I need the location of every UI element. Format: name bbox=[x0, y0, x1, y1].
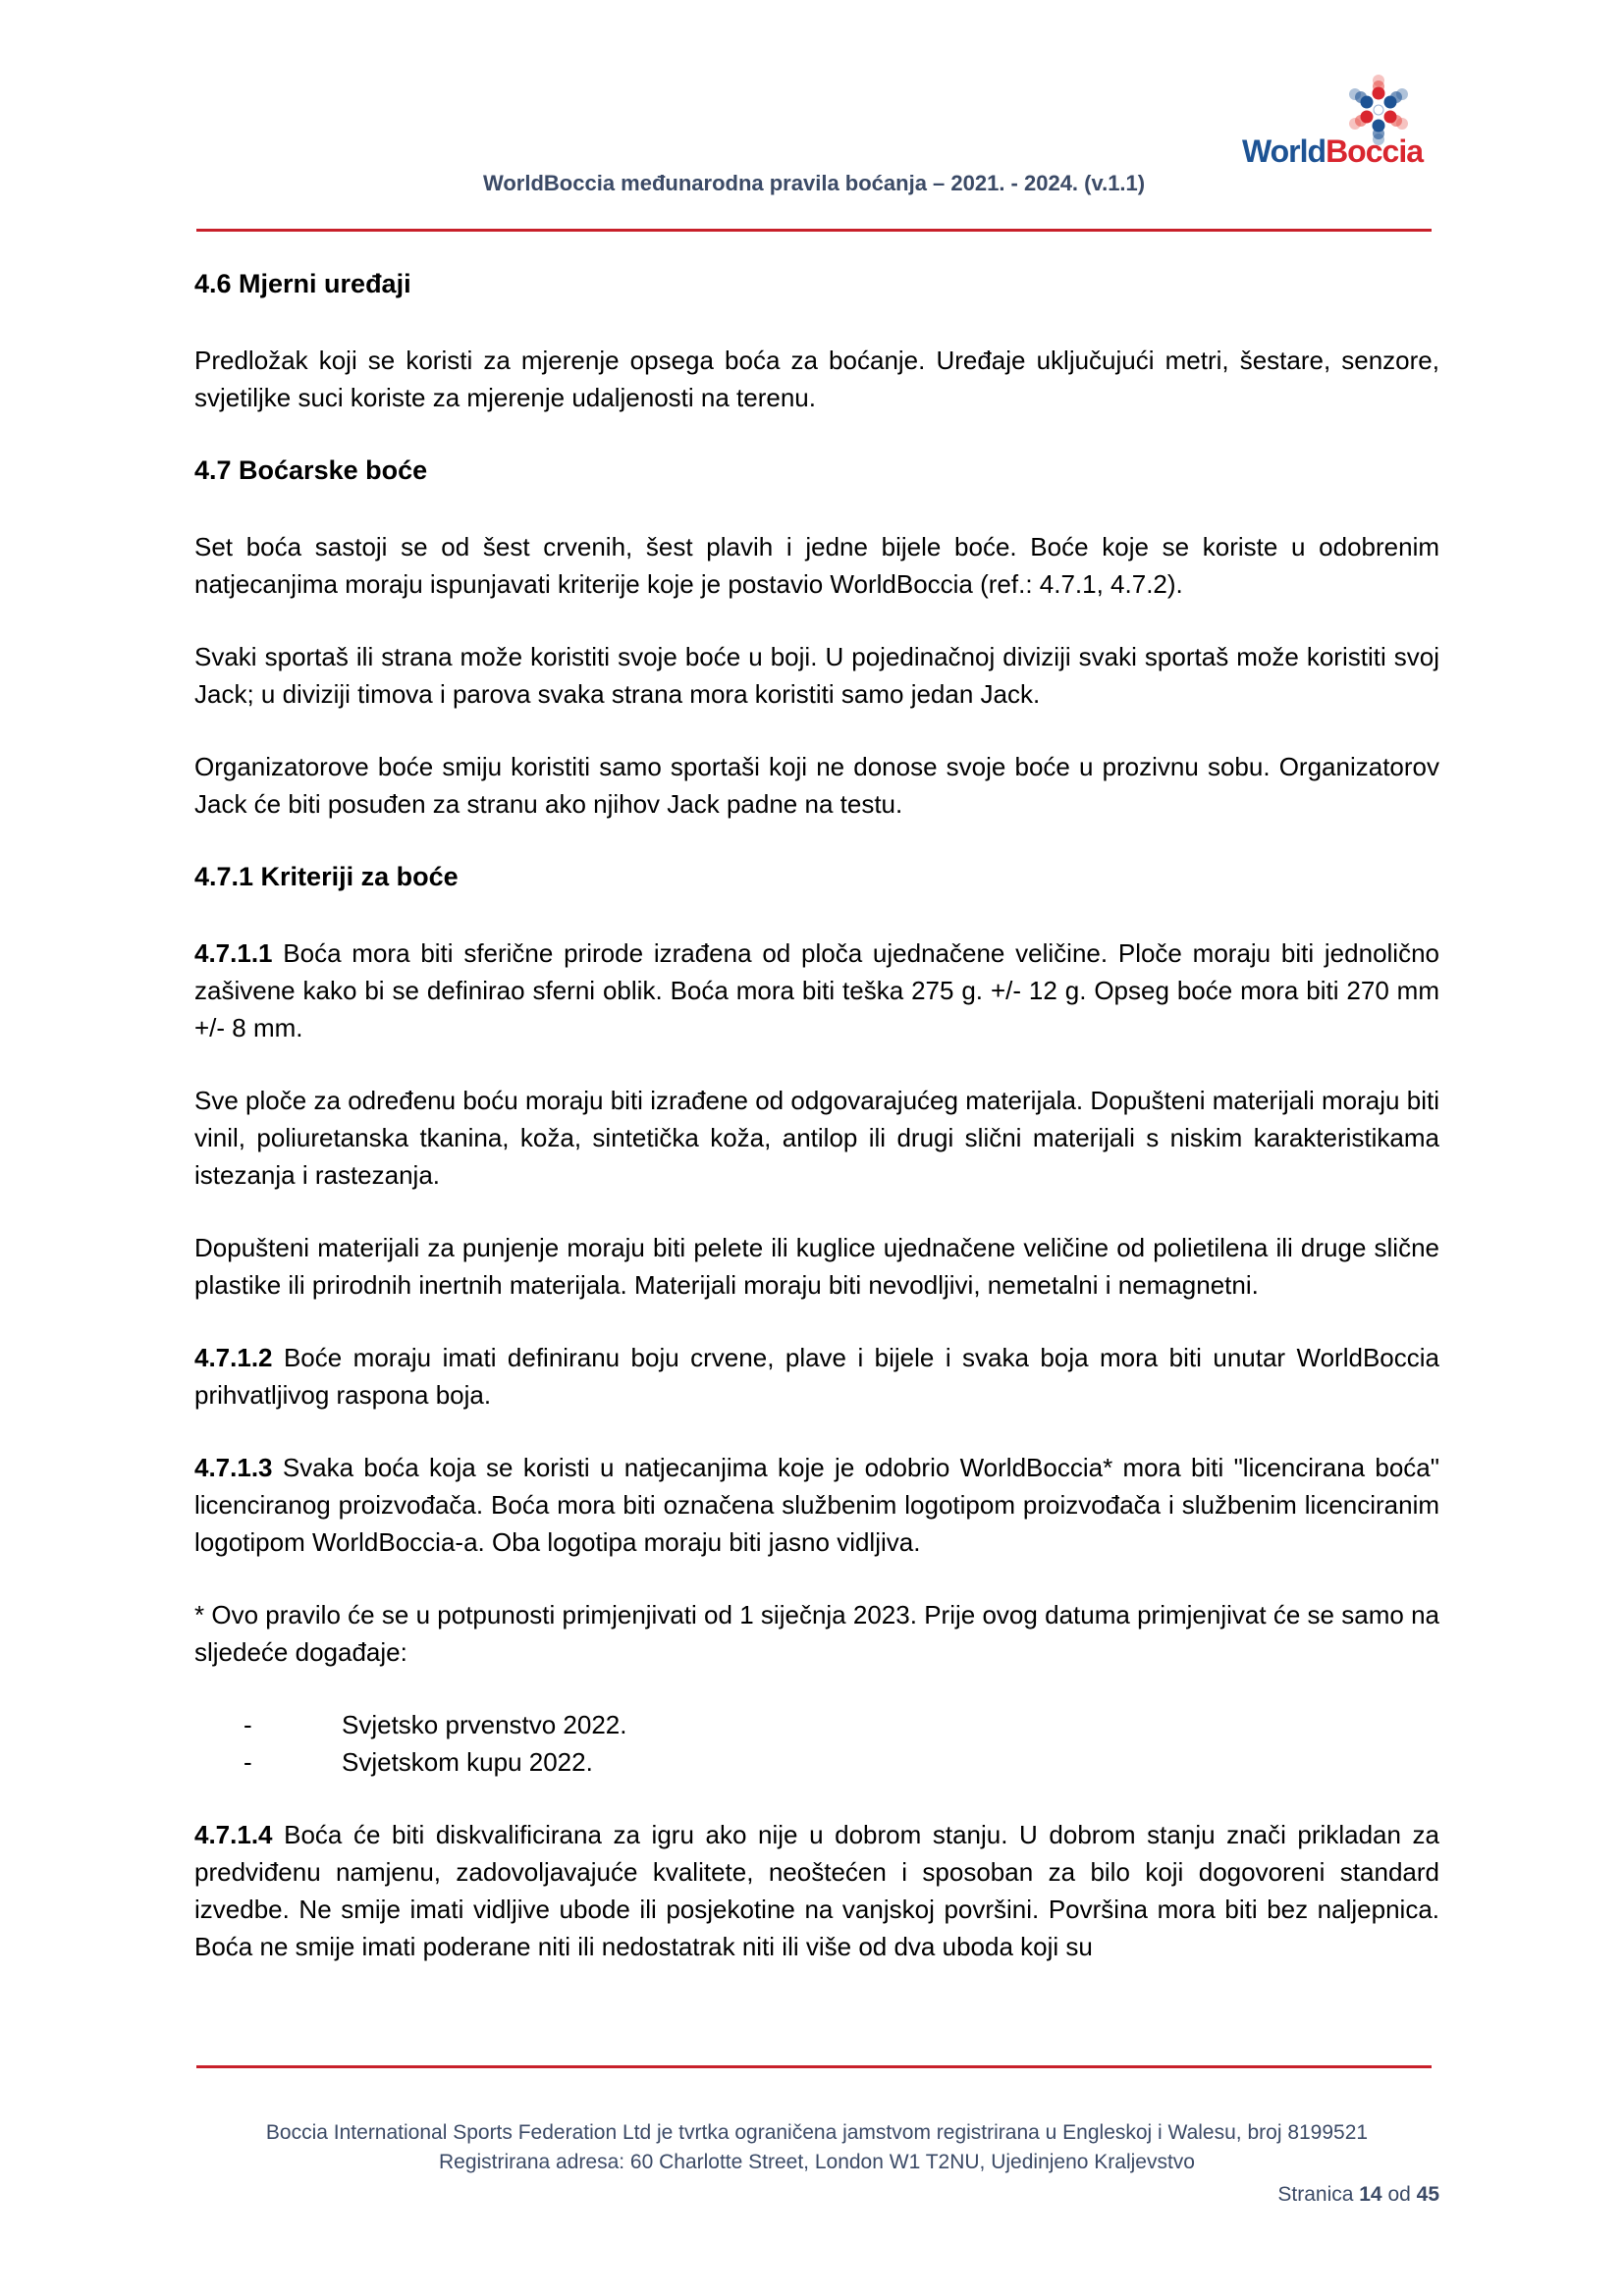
rule-number: 4.7.1.3 bbox=[194, 1453, 273, 1482]
list-item bbox=[194, 1743, 1439, 1781]
footer-address: Registrirana adresa: 60 Charlotte Street, London W1 T2NU, Ujedinjeno Kraljevstvo bbox=[438, 2151, 1195, 2173]
rule-text: Svaka boća koja se koristi u natjecanjima koje je odobrio WorldBoccia* mora biti "licencirana boća" licenciranog proizvođača. Boća mora biti označena službenim logotipom proizvođača i službenim licenciranim logotipom WorldBoccia-a. Oba logotipa moraju biti jasno vidljiva. bbox=[194, 1453, 1439, 1557]
rule-number: 4.7.1.1 bbox=[194, 938, 273, 968]
list-item-label: Svjetsko prvenstvo 2022. bbox=[342, 1710, 627, 1739]
logo-text-boccia: Boccia bbox=[1326, 133, 1423, 169]
page-number bbox=[1277, 2183, 1439, 2207]
rule-4-7-1-2 bbox=[194, 1339, 1439, 1414]
section-heading-4-6: 4.6 Mjerni uređaji bbox=[194, 269, 411, 298]
page-total: 45 bbox=[1416, 2183, 1439, 2206]
paragraph: Sve ploče za određenu boću moraju biti izrađene od odgovarajućeg materijala. Dopušteni materijali moraju biti vinil, poliuretanska tkanina, koža, sintetička koža, antilop ili drugi slični materijali s niskim karakteristikama istezanja i rastezanja. bbox=[194, 1086, 1439, 1190]
section-heading-4-7-1: 4.7.1 Kriteriji za boće bbox=[194, 862, 459, 891]
rule-4-7-1-3 bbox=[194, 1449, 1439, 1561]
paragraph: Dopušteni materijali za punjenje moraju biti pelete ili kuglice ujednačene veličine od polietilena ili druge slične plastike ili prirodnih inertnih materijala. Materijali moraju biti nevodljivi, nemetalni i nemagnetni. bbox=[194, 1233, 1439, 1300]
rule-number: 4.7.1.4 bbox=[194, 1820, 273, 1849]
rule-text: Boća će biti diskvalificirana za igru ako nije u dobrom stanju. U dobrom stanju znači prikladan za predviđenu namjenu, zadovoljavajuće kvalitete, neoštećen i sposoban za bilo koji dogovoreni standard izvedbe. Ne smije imati vidljive ubode ili posjekotine na vanjskoj površini. Površina mora biti bez naljepnica. Boća ne smije imati poderane niti ili nedostatrak niti ili više od dva uboda koji su bbox=[194, 1820, 1439, 1961]
rule-text: Boće moraju imati definiranu boju crvene, plave i bijele i svaka boja mora biti unutar WorldBoccia prihvatljivog raspona boja. bbox=[194, 1343, 1439, 1410]
list-item bbox=[194, 1706, 1439, 1743]
rule-4-7-1-1 bbox=[194, 934, 1439, 1046]
document-header-title: WorldBoccia međunarodna pravila boćanja – 2021. - 2024. (v.1.1) bbox=[483, 171, 1146, 195]
page-current: 14 bbox=[1359, 2183, 1382, 2206]
rule-text: Boća mora biti sferične prirode izrađena od ploča ujednačene veličine. Ploče moraju biti jednolično zašivene kako bi se definirao sferni oblik. Boća mora biti teška 275 g. +/- 12 g. Opseg boće mora biti 270 mm +/- 8 mm. bbox=[194, 938, 1439, 1042]
page-separator: od bbox=[1381, 2183, 1417, 2206]
paragraph: Svaki sportaš ili strana može koristiti svoje boće u boji. U pojedinačnoj diviziji svaki sportaš može koristiti svoj Jack; u diviziji timova i parova svaka strana mora koristiti samo jedan Jack. bbox=[194, 642, 1439, 709]
page-label: Stranica bbox=[1277, 2183, 1360, 2206]
list-dash: - bbox=[244, 1747, 252, 1777]
footer-company-info: Boccia International Sports Federation Ltd je tvrtka ograničena jamstvom registrirana u Engleskoj i Walesu, broj 8199521 bbox=[265, 2121, 1369, 2144]
list-dash: - bbox=[244, 1710, 252, 1739]
footer-divider bbox=[196, 2065, 1432, 2068]
document-body bbox=[194, 265, 1439, 1965]
footnote: * Ovo pravilo će se u potpunosti primjenjivati od 1 siječnja 2023. Prije ovog datuma primjenjivat će se samo na sljedeće događaje: bbox=[194, 1600, 1439, 1667]
rule-4-7-1-4 bbox=[194, 1816, 1439, 1965]
logo-text-world: World bbox=[1242, 133, 1326, 169]
rule-number: 4.7.1.2 bbox=[194, 1343, 273, 1372]
worldboccia-logo-text bbox=[1242, 133, 1423, 170]
page-footer bbox=[196, 2118, 1437, 2177]
events-list bbox=[194, 1706, 1439, 1781]
paragraph: Predložak koji se koristi za mjerenje opsega boća za boćanje. Uređaje uključujući metri, šestare, senzore, svjetiljke suci koriste za mjerenje udaljenosti na terenu. bbox=[194, 346, 1439, 412]
list-item-label: Svjetskom kupu 2022. bbox=[342, 1747, 593, 1777]
paragraph: Organizatorove boće smiju koristiti samo sportaši koji ne donose svoje boće u prozivnu sobu. Organizatorov Jack će biti posuđen za stranu ako njihov Jack padne na testu. bbox=[194, 752, 1439, 819]
worldboccia-logo bbox=[1242, 75, 1448, 173]
section-heading-4-7: 4.7 Boćarske boće bbox=[194, 455, 428, 485]
paragraph: Set boća sastoji se od šest crvenih, šest plavih i jedne bijele boće. Boće koje se koriste u odobrenim natjecanjima moraju ispunjavati kriterije koje je postavio WorldBoccia (ref.: 4.7.1, 4.7.2). bbox=[194, 532, 1439, 599]
header-divider bbox=[196, 229, 1432, 232]
